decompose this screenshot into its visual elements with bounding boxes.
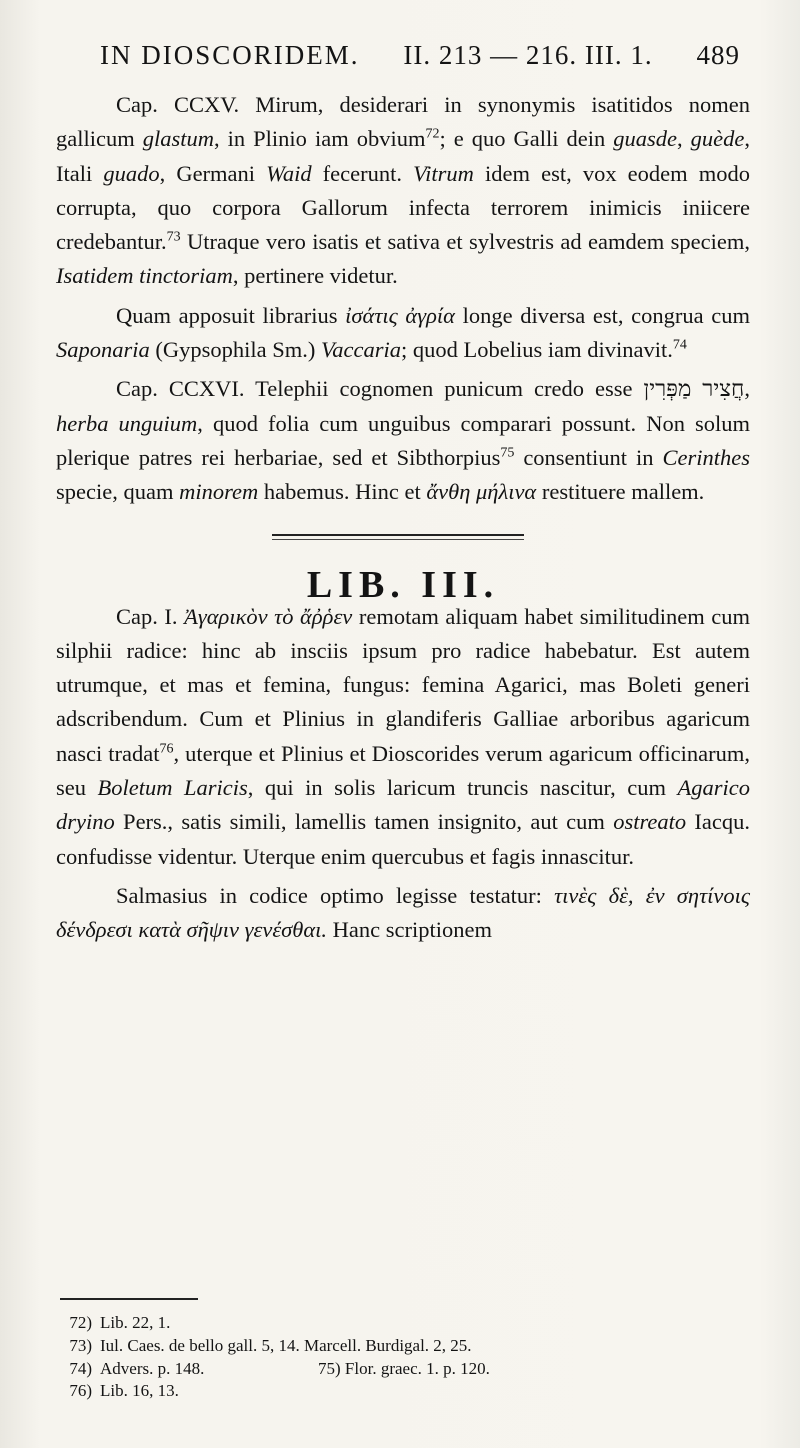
- italic-term: Vitrum: [413, 160, 474, 186]
- page-number: 489: [696, 40, 740, 70]
- italic-term: guado: [103, 160, 160, 186]
- paragraph-salmasius: [56, 879, 750, 948]
- footnote-ref: 73: [166, 229, 181, 245]
- text-run: idem est, vox eodem modo corrupta, quo corpora Gallorum infecta terrorem inimicis iniicere credebantur.: [56, 160, 751, 255]
- greek-term: ἰσάτις ἀγρία: [345, 302, 455, 328]
- italic-term: Boletum Laricis: [97, 775, 248, 801]
- italic-term: herba unguium: [56, 410, 198, 436]
- paragraph-cap-ccxv: [56, 88, 750, 294]
- italic-term: guasde: [613, 126, 678, 152]
- italic-term: glastum: [142, 126, 215, 152]
- footnote-ref: 74: [672, 337, 687, 353]
- footnote-number: 73): [69, 1335, 92, 1355]
- footnote-text: Lib. 22, 1.: [100, 1313, 171, 1332]
- footnote-76: [56, 1380, 750, 1403]
- running-title: IN DIOSCORIDEM.: [100, 40, 360, 70]
- footnote-text: Lib. 16, 13.: [100, 1381, 179, 1401]
- text-run: consentiunt in: [514, 444, 663, 470]
- book-heading: LIB. III.: [306, 563, 500, 606]
- text-run: longe diversa est, congrua cum: [454, 302, 750, 328]
- text-run: habemus. Hinc et: [258, 479, 427, 505]
- italic-term: Isatidem tinctoriam: [56, 263, 233, 289]
- text-run: Hanc scriptionem: [327, 917, 492, 943]
- running-header: [100, 40, 740, 71]
- book-division: [56, 510, 750, 606]
- footnote-ref: 76: [159, 741, 174, 757]
- text-run: Cap. I.: [116, 603, 185, 629]
- text-run: ; quod Lobelius iam divinavit.: [401, 337, 673, 363]
- italic-term: minorem: [179, 479, 259, 505]
- text-run: Quam apposuit librarius: [116, 302, 346, 328]
- footnote-ref: 72: [425, 126, 440, 142]
- text-run: ,: [744, 376, 750, 402]
- paragraph-cap-ccxvi: [56, 372, 750, 509]
- footnote-ref: 75: [500, 445, 515, 461]
- text-run: Iacqu. confudisse videntur. Uterque enim quercubus et fagis innascitur.: [56, 809, 751, 869]
- footnote-text: Advers. p. 148.: [100, 1358, 205, 1378]
- greek-term: ἄνθη μήλινα: [426, 479, 537, 505]
- text-run: Cap. CCXVI. Telephii cognomen punicum credo esse: [116, 376, 644, 402]
- footnote-row: [56, 1358, 750, 1381]
- italic-term: Cerinthes: [662, 444, 751, 470]
- greek-term: τινὲς δὲ, ἐν σητίνοις δένδρεσι κατὰ σῆψιν γενέσθαι.: [56, 882, 750, 943]
- text-run: , quod folia cum unguibus comparari possunt. Non solum plerique patres rei herbariae, sed et Sibthorpius: [56, 410, 750, 470]
- text-run: Utraque vero isatis et sativa et sylvestris ad eamdem speciem,: [180, 229, 750, 255]
- italic-term: Vaccaria: [321, 337, 401, 363]
- text-run: Pers., satis simili, lamellis tamen insignito, aut cum: [114, 809, 614, 835]
- text-run: ; e quo Galli dein: [439, 126, 614, 152]
- footnote-72: [56, 1312, 750, 1335]
- footnote-number: 75): [318, 1358, 341, 1378]
- text-run: restituere mallem.: [536, 479, 705, 505]
- footnote-text: Flor. graec. 1. p. 120.: [344, 1358, 490, 1378]
- text-run: Salmasius in codice optimo legisse testatur:: [116, 882, 555, 908]
- section-rule: [272, 534, 524, 536]
- text-run: (Gypsophila Sm.): [149, 337, 322, 363]
- paragraph-quam: [56, 299, 750, 368]
- greek-term: Ἀγαρικὸν τὸ ἄῤῥεν: [184, 603, 353, 629]
- italic-term: guède: [690, 126, 745, 152]
- text-run: , Germani: [159, 160, 267, 186]
- text-run: specie, quam: [56, 479, 180, 505]
- footnote-73: [56, 1335, 750, 1358]
- footnote-number: 74): [69, 1358, 92, 1378]
- footnote-rule: [60, 1298, 198, 1300]
- italic-term: Saponaria: [56, 337, 150, 363]
- paragraph-cap-i: [56, 600, 750, 874]
- text-run: , uterque et Plinius et Dioscorides verum agaricum officinarum, seu: [56, 740, 750, 801]
- section-range: II. 213 — 216. III. 1.: [403, 40, 653, 70]
- footnote-text: Iul. Caes. de bello gall. 5, 14. Marcell. Burdigal. 2, 25.: [100, 1335, 472, 1355]
- footnotes: [56, 1312, 750, 1403]
- text-run: remotam aliquam habet similitudinem cum silphii radice: hinc ab insciis ipsum pro radice habebatur. Est autem utrumque, et mas et femina, fungus: femina Agarici, mas Boleti generi adscribendum. Cum et Plinius in glandiferis Galliae arboribus agaricum nasci tradat: [56, 603, 750, 766]
- footnote-number: 76): [69, 1381, 92, 1401]
- footnote-number: 72): [69, 1313, 92, 1332]
- text-run: , qui in solis laricum truncis nascitur, cum: [247, 775, 678, 801]
- hebrew-term: חֲצִיר מַפְּרִין: [643, 376, 745, 402]
- text-run: , Itali: [56, 126, 751, 186]
- text-run: ,: [677, 126, 691, 152]
- footnote-75: [318, 1358, 490, 1381]
- main-text: [56, 88, 750, 948]
- text-run: , in Plinio iam obvium: [214, 126, 426, 152]
- section-rule-thin: [272, 539, 524, 540]
- text-run: , pertinere videtur.: [232, 263, 398, 289]
- italic-term: Agarico dryino: [56, 775, 750, 835]
- text-run: fecerunt.: [311, 160, 414, 186]
- footnote-74: [56, 1358, 318, 1381]
- italic-term: Waid: [266, 160, 312, 186]
- text-run: Cap. CCXV. Mirum, desiderari in synonymis isatitidos nomen gallicum: [56, 92, 750, 152]
- italic-term: ostreato: [613, 809, 687, 835]
